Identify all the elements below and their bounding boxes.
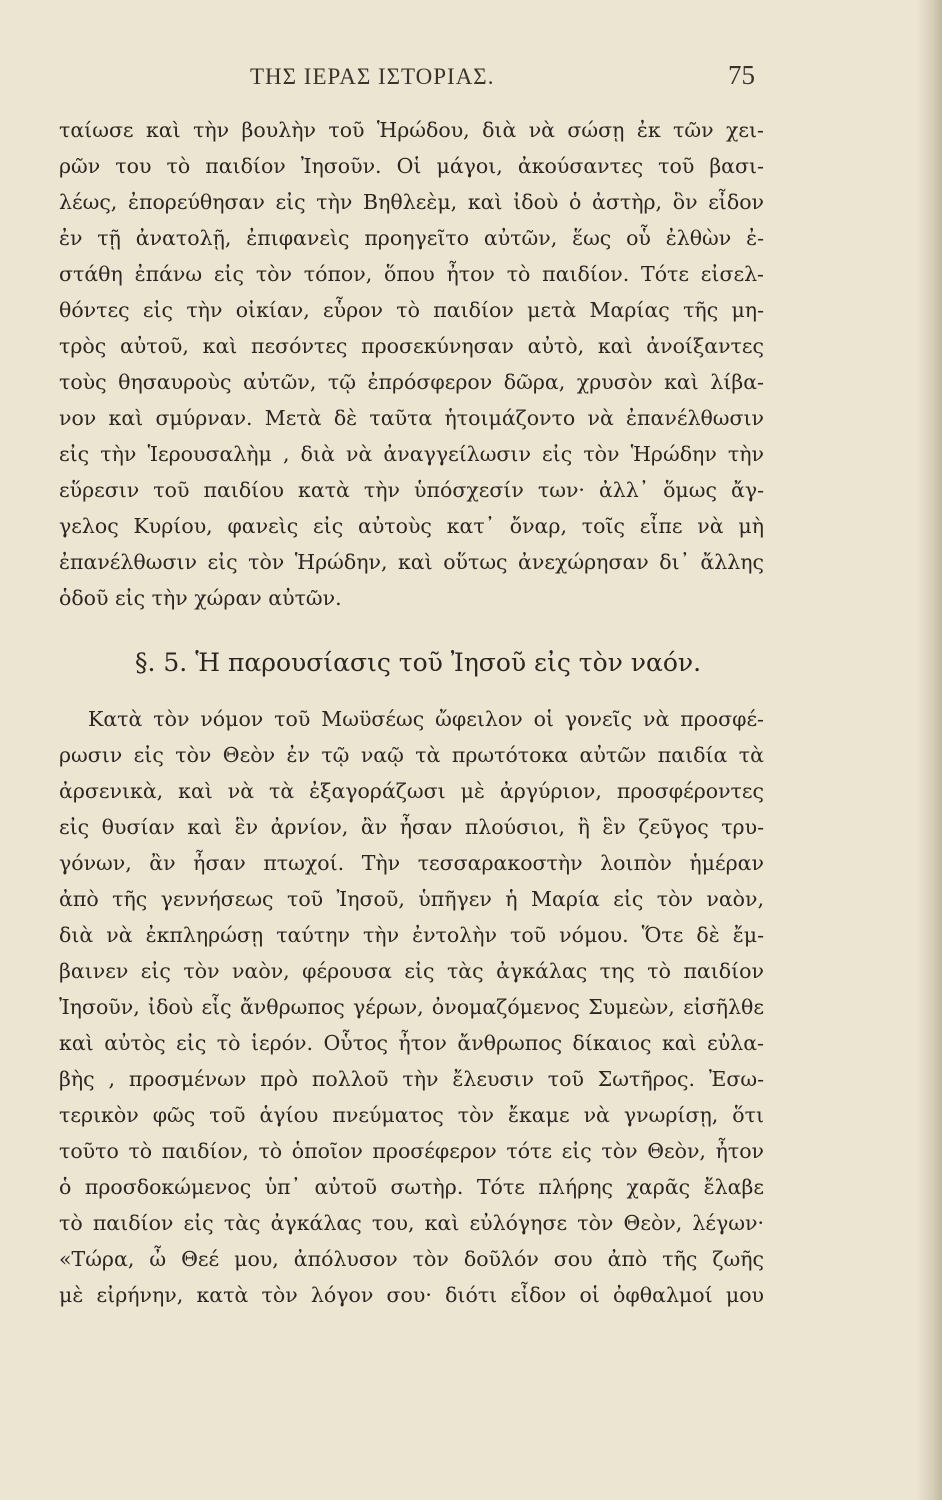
text-line: γόνων, ἂν ἦσαν πτωχοί. Τὴν τεσσαρακοστὴν λοιπὸν ἡμέραν [59,851,764,875]
text-line: ὁδοῦ εἰς τὴν χώραν αὐτῶν. [59,586,342,610]
text-line: εἰς θυσίαν καὶ ἓν ἀρνίον, ἂν ἦσαν πλούσιοι, ἢ ἓν ζεῦγος τρυ- [59,815,764,839]
text-line: «Τώρα, ὦ Θεέ μου, ἀπόλυσον τὸν δοῦλόν σου ἀπὸ τῆς ζωῆς [59,1247,764,1271]
page-edge-shadow [916,0,942,1500]
text-line: εὕρεσιν τοῦ παιδίου κατὰ τὴν ὑπόσχεσίν των· ἀλλ᾽ ὅμως ἄγ- [59,478,764,502]
text-line: θόντες εἰς τὴν οἰκίαν, εὗρον τὸ παιδίον μετὰ Μαρίας τῆς μη- [59,298,764,322]
page-number: 75 [728,60,755,90]
text-line: τρὸς αὐτοῦ, καὶ πεσόντες προσεκύνησαν αὐτὸ, καὶ ἀνοίξαντες [59,334,764,358]
text-line: τοὺς θησαυροὺς αὐτῶν, τῷ ἐπρόσφερον δῶρα, χρυσὸν καὶ λίβα- [59,370,764,394]
text-line: νον καὶ σμύρναν. Μετὰ δὲ ταῦτα ἡτοιμάζοντο νὰ ἐπανέλθωσιν [59,406,764,430]
text-line: ταίωσε καὶ τὴν βουλὴν τοῦ Ἡρώδου, διὰ νὰ σώσῃ ἐκ τῶν χει- [59,118,764,142]
text-line: ἐπανέλθωσιν εἰς τὸν Ἡρώδην, καὶ οὕτως ἀνεχώρησαν δι᾽ ἄλλης [59,550,764,574]
text-line: Κατὰ τὸν νόμον τοῦ Μωϋσέως ὤφειλον οἱ γονεῖς νὰ προσφέ- [88,707,764,731]
text-line: λέως, ἐπορεύθησαν εἰς τὴν Βηθλεὲμ, καὶ ἰδοὺ ὁ ἀστὴρ, ὃν εἶδον [59,190,764,214]
text-line: γελος Κυρίου, φανεὶς εἰς αὐτοὺς κατ᾽ ὄναρ, τοῖς εἶπε νὰ μὴ [59,514,764,538]
text-line: στάθη ἐπάνω εἰς τὸν τόπον, ὅπου ἦτον τὸ παιδίον. Τότε εἰσελ- [59,262,764,286]
text-line: μὲ εἰρήνην, κατὰ τὸν λόγον σου· διότι εἶδον οἱ ὀφθαλμοί μου [59,1283,764,1307]
text-line: τοῦτο τὸ παιδίον, τὸ ὁποῖον προσέφερον τότε εἰς τὸν Θεὸν, ἦτον [59,1139,764,1163]
text-line: ἐν τῇ ἀνατολῇ, ἐπιφανεὶς προηγεῖτο αὐτῶν, ἕως οὗ ἐλθὼν ἐ- [59,226,764,250]
section-heading: §. 5. Ἡ παρουσίασις τοῦ Ἰησοῦ εἰς τὸν ναόν. [135,648,702,677]
text-line: ἀπὸ τῆς γεννήσεως τοῦ Ἰησοῦ, ὑπῆγεν ἡ Μαρία εἰς τὸν ναὸν, [59,887,764,911]
text-line: ὁ προσδοκώμενος ὑπ᾽ αὐτοῦ σωτὴρ. Τότε πλήρης χαρᾶς ἔλαβε [59,1175,764,1199]
text-line: ρῶν του τὸ παιδίον Ἰησοῦν. Οἱ μάγοι, ἀκούσαντες τοῦ βασι- [59,154,764,178]
text-line: ἀρσενικὰ, καὶ νὰ τὰ ἐξαγοράζωσι μὲ ἀργύριον, προσφέροντες [59,779,764,803]
text-line: τερικὸν φῶς τοῦ ἁγίου πνεύματος τὸν ἔκαμε νὰ γνωρίσῃ, ὅτι [59,1103,764,1127]
text-line: καὶ αὐτὸς εἰς τὸ ἱερόν. Οὗτος ἦτον ἄνθρωπος δίκαιος καὶ εὐλα- [59,1031,764,1055]
text-line: τὸ παιδίον εἰς τὰς ἀγκάλας του, καὶ εὐλόγησε τὸν Θεὸν, λέγων· [59,1211,764,1235]
text-line: εἰς τὴν Ἱερουσαλὴμ , διὰ νὰ ἀναγγείλωσιν εἰς τὸν Ἡρώδην τὴν [59,442,764,466]
text-line: διὰ νὰ ἐκπληρώσῃ ταύτην τὴν ἐντολὴν τοῦ νόμου. Ὅτε δὲ ἔμ- [59,923,764,947]
text-line: βὴς , προσμένων πρὸ πολλοῦ τὴν ἔλευσιν τοῦ Σωτῆρος. Ἐσω- [59,1067,764,1091]
running-head: ΤΗΣ ΙΕΡΑΣ ΙΣΤΟΡΙΑΣ. [250,64,495,89]
text-line: Ἰησοῦν, ἰδοὺ εἷς ἄνθρωπος γέρων, ὀνομαζόμενος Συμεὼν, εἰσῆλθε [59,995,764,1019]
text-line: βαινεν εἰς τὸν ναὸν, φέρουσα εἰς τὰς ἀγκάλας της τὸ παιδίον [59,959,764,983]
text-line: ρωσιν εἰς τὸν Θεὸν ἐν τῷ ναῷ τὰ πρωτότοκα αὐτῶν παιδία τὰ [59,743,764,767]
